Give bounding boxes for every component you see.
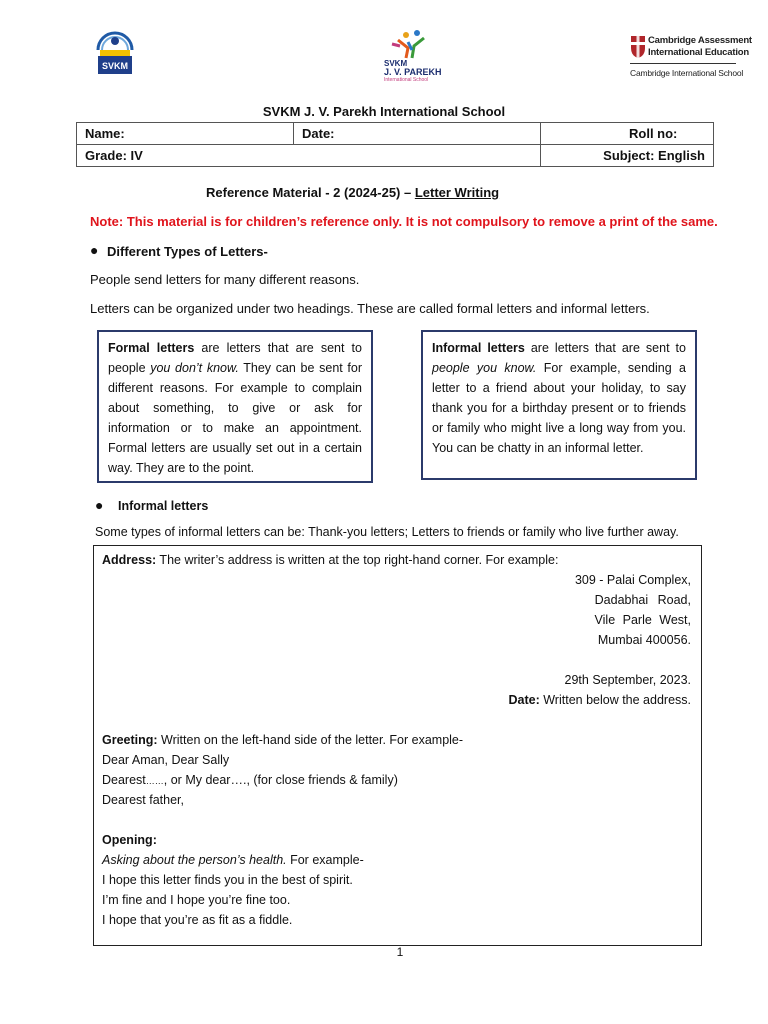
formal-letters-box: Formal letters are letters that are sent to people you don’t know. They can be sent for different reasons. For example to complain about something, to give or ask for information or to make an appointment. Formal letters are usually set out in a certain way. They are to the point. xyxy=(97,330,373,483)
address-line-4: Mumbai 400056. xyxy=(597,633,691,647)
letter-format-box xyxy=(93,545,702,946)
opening-line: Asking about the person’s health. For example- xyxy=(102,853,364,867)
grade-label: Grade: IV xyxy=(77,145,541,167)
paragraph-2: Letters can be organized under two headings. These are called formal letters and informal letters. xyxy=(90,301,650,316)
cambridge-sub: Cambridge International School xyxy=(630,68,744,78)
cambridge-divider xyxy=(630,63,736,64)
paragraph-1: People send letters for many different reasons. xyxy=(90,272,360,287)
student-info-table xyxy=(76,122,714,167)
jvp-logo xyxy=(384,28,444,88)
logo-mid-line3: International School xyxy=(384,76,429,83)
bullet-icon: ● xyxy=(95,497,104,513)
address-line-1: 309 - Palai Complex, xyxy=(574,573,691,587)
greeting-example-3: Dearest father, xyxy=(102,793,184,807)
name-label: Name: xyxy=(77,123,294,145)
greeting-line: Greeting: Written on the left-hand side of the letter. For example- xyxy=(102,733,464,747)
date-line: Date: Written below the address. xyxy=(508,693,691,707)
section-heading-informal: Informal letters xyxy=(118,499,209,513)
section-heading-types: Different Types of Letters- xyxy=(107,244,268,259)
logo-mid-line1: SVKM xyxy=(384,59,408,68)
svg-text:SVKM: SVKM xyxy=(101,61,129,71)
school-name: SVKM J. V. Parekh International School xyxy=(262,104,506,119)
address-line-3: Vile Parle West, xyxy=(594,613,691,627)
opening-example-3: I hope that you’re as fit as a fiddle. xyxy=(102,913,293,927)
note-text: Note: This material is for children’s reference only. It is not compulsory to remove a print of the same. xyxy=(90,214,718,229)
paragraph-informal-types: Some types of informal letters can be: Thank-you letters; Letters to friends or family who live further away. xyxy=(95,525,679,539)
date-value: 29th September, 2023. xyxy=(564,673,691,687)
address-line-2: Dadabhai Road, xyxy=(594,593,691,607)
cambridge-line1: Cambridge Assessment xyxy=(648,35,752,46)
bullet-icon: ● xyxy=(90,242,99,258)
svkm-logo xyxy=(92,28,138,76)
cambridge-logo xyxy=(628,33,752,83)
greeting-example-1: Dear Aman, Dear Sally xyxy=(102,753,230,767)
address-line: Address: The writer’s address is written at the top right-hand corner. For example: xyxy=(102,553,559,567)
informal-letters-box: Informal letters are letters that are sent to people you know. For example, sending a letter to a friend about your holiday, to say thank you for a birthday present or to friends or family who might live a long way from you. You can be chatty in an informal letter. xyxy=(421,330,697,480)
subject-label: Subject: English xyxy=(541,145,714,167)
opening-label: Opening: xyxy=(102,833,157,847)
logo-mid-line2: J. V. PAREKH xyxy=(384,67,442,78)
greeting-example-2: Dearest……, or My dear…., (for close friends & family) xyxy=(102,773,398,787)
page-number: 1 xyxy=(396,945,404,959)
opening-example-2: I’m fine and I hope you’re fine too. xyxy=(102,893,291,907)
reference-title: Reference Material - 2 (2024-25) – Letter Writing xyxy=(206,185,500,200)
cambridge-shield-icon xyxy=(630,35,646,59)
opening-example-1: I hope this letter finds you in the best of spirit. xyxy=(102,873,353,887)
roll-label: Roll no: xyxy=(541,123,714,145)
date-label: Date: xyxy=(294,123,541,145)
cambridge-line2: International Education xyxy=(648,47,749,58)
